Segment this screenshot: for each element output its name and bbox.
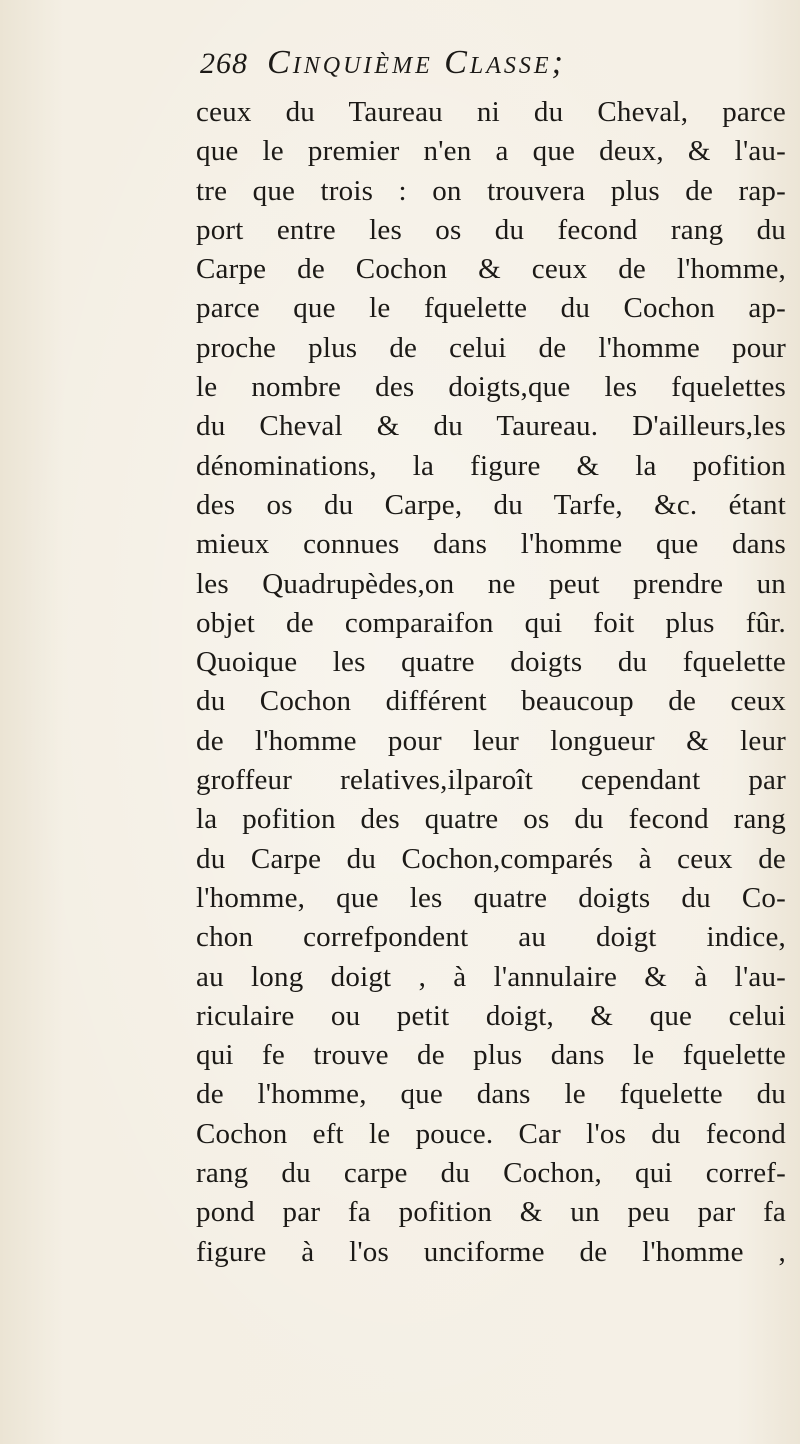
text-line: des os du Carpe, du Tarfe, &c. étant xyxy=(196,488,786,521)
text-line: Quoique les quatre doigts du fquelette xyxy=(196,646,786,679)
text-line: qui fe trouve de plus dans le fquelette xyxy=(196,1039,786,1072)
text-line: que le premier n'en a que deux, & l'au- xyxy=(196,135,786,168)
text-line: du Cochon différent beaucoup de ceux xyxy=(196,685,786,718)
text-line: du Carpe du Cochon,comparés à ceux de xyxy=(196,842,786,875)
text-line: tre que trois : on trouvera plus de rap- xyxy=(196,174,786,207)
text-line: la pofition des quatre os du fecond rang xyxy=(196,803,786,836)
page-number: 268 xyxy=(200,47,248,80)
text-line: groffeur relatives,ilparoît cependant par xyxy=(196,764,786,797)
text-line: figure à l'os unciforme de l'homme , xyxy=(196,1235,786,1268)
text-line: pond par fa pofition & un peu par fa xyxy=(196,1196,786,1229)
text-line: du Cheval & du Taureau. D'ailleurs,les xyxy=(196,410,786,443)
text-line: l'homme, que les quatre doigts du Co- xyxy=(196,881,786,914)
text-line: proche plus de celui de l'homme pour xyxy=(196,331,786,364)
text-line: de l'homme, que dans le fquelette du xyxy=(196,1078,786,1111)
text-line: Cochon eft le pouce. Car l'os du fecond xyxy=(196,1117,786,1150)
text-line: les Quadrupèdes,on ne peut prendre un xyxy=(196,567,786,600)
page-header xyxy=(200,44,780,94)
text-line: le nombre des doigts,que les fquelettes xyxy=(196,371,786,404)
text-line: parce que le fquelette du Cochon ap- xyxy=(196,292,786,325)
running-title: Cinquième Classe; xyxy=(267,44,566,81)
text-line: riculaire ou petit doigt, & que celui xyxy=(196,999,786,1032)
text-line: rang du carpe du Cochon, qui corref- xyxy=(196,1157,786,1190)
text-line: dénominations, la figure & la pofition xyxy=(196,449,786,482)
body-text xyxy=(196,93,786,1272)
text-line: au long doigt , à l'annulaire & à l'au- xyxy=(196,960,786,993)
text-line: mieux connues dans l'homme que dans xyxy=(196,528,786,561)
text-line: de l'homme pour leur longueur & leur xyxy=(196,724,786,757)
text-line: port entre les os du fecond rang du xyxy=(196,213,786,246)
text-line: ceux du Taureau ni du Cheval, parce xyxy=(196,96,786,128)
text-line: Carpe de Cochon & ceux de l'homme, xyxy=(196,253,786,286)
text-line: objet de comparaifon qui foit plus fûr. xyxy=(196,606,786,639)
text-line: chon correfpondent au doigt indice, xyxy=(196,921,786,954)
